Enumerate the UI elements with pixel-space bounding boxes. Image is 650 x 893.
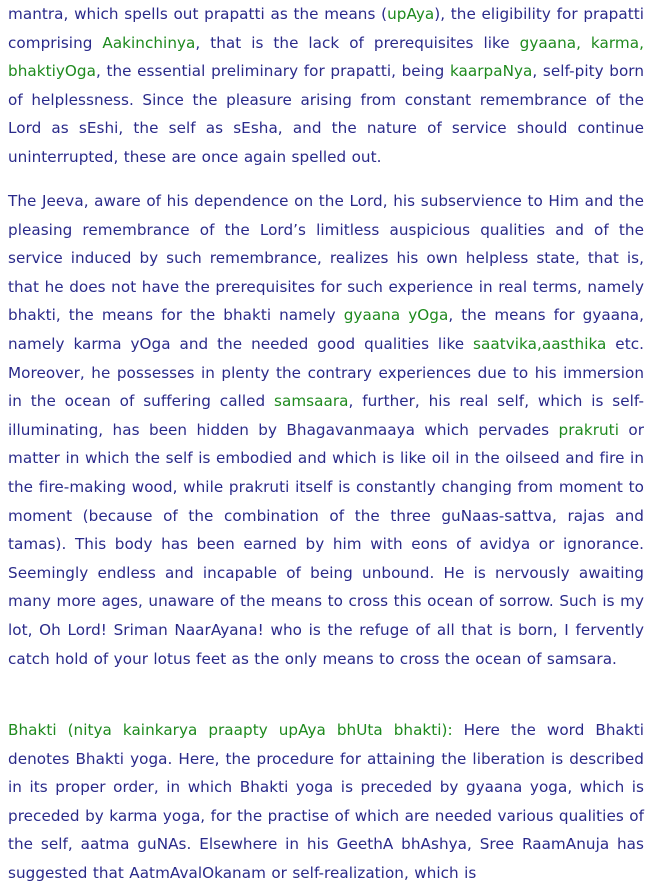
text-run: , the essential preliminary for prapatti, being bbox=[95, 62, 450, 81]
highlighted-term: Bhakti (nitya kainkarya praapty upAya bhUta bhakti): bbox=[8, 721, 453, 739]
text-run: mantra, which spells out prapatti as the means ( bbox=[8, 5, 388, 23]
text-run: , self-pity born of helplessness. Since the pleasure arising from constant remembrance of the Lord as sEshi, the self as sEsha, and the nature of service should continue uninterrupted, these are once again spelled out. bbox=[8, 62, 645, 166]
text-run: , further, his real self, which is self-illuminating, has been hidden by Bhagavanmaaya which pervades bbox=[8, 392, 644, 439]
highlighted-term: prakruti bbox=[558, 420, 619, 439]
highlighted-term: samsaara bbox=[274, 392, 349, 411]
highlighted-term: saatvika,aasthika bbox=[473, 334, 607, 353]
text-run: , the means for gyaana, namely karma yOga and the needed good qualities like bbox=[8, 306, 644, 353]
text-run: etc. Moreover, he possesses in plenty the contrary experiences due to his immersion in the ocean of suffering called bbox=[8, 334, 644, 411]
text-run: The Jeeva, aware of his dependence on the Lord, his subservience to Him and the pleasing remembrance of the Lord’s limitless auspicious qualities and of the service induced by such remembrance, realizes his own helpless state, that is, that he does not have the prerequisites for such experience in real terms, namely bhakti, the means for the bhakti namely bbox=[8, 192, 644, 325]
highlighted-term: Aakinchinya bbox=[102, 33, 196, 52]
highlighted-term: gyaana, karma, bhaktiyOga bbox=[8, 33, 644, 81]
text-run: Here the word Bhakti denotes Bhakti yoga. Here, the procedure for attaining the liberation is described in its proper order, in which Bhakti yoga is preceded by gyaana yoga, which is preceded by karma yoga, for the practise of which are needed various qualities of the self, aatma guNAs. Elsewhere in his GeethA bhAshya, Sree RaamAnuja has suggested that AatmAvalOkanam or self-realization, which is bbox=[8, 721, 644, 882]
highlighted-term: gyaana yOga bbox=[343, 306, 449, 325]
text-run: , that is the lack of prerequisites like bbox=[195, 33, 520, 52]
paragraph-bhakti-yoga bbox=[8, 716, 644, 888]
highlighted-term: kaarpaNya bbox=[449, 62, 533, 81]
paragraph-jeeva-helplessness bbox=[8, 187, 644, 673]
paragraph-prapatti-means bbox=[8, 0, 644, 172]
text-run: or matter in which the self is embodied and which is like oil in the oilseed and fire in the fire-making wood, while prakruti itself is constantly changing from moment to moment (because of the combination of the three guNaas-sattva, rajas and tamas). This body has been earned by him with eons of avidya or ignorance. Seemingly endless and incapable of being unbound. He is nervously awaiting many more ages, unaware of the means to cross this ocean of sorrow. Such is my lot, Oh Lord! Sriman NaarAyana! who is the refuge of all that is born, I fervently catch hold of your lotus feet as the only means to cross the ocean of samsara. bbox=[8, 420, 645, 668]
highlighted-term: upAya bbox=[387, 5, 435, 23]
text-run: ), the eligibility for prapatti comprising bbox=[8, 5, 645, 52]
